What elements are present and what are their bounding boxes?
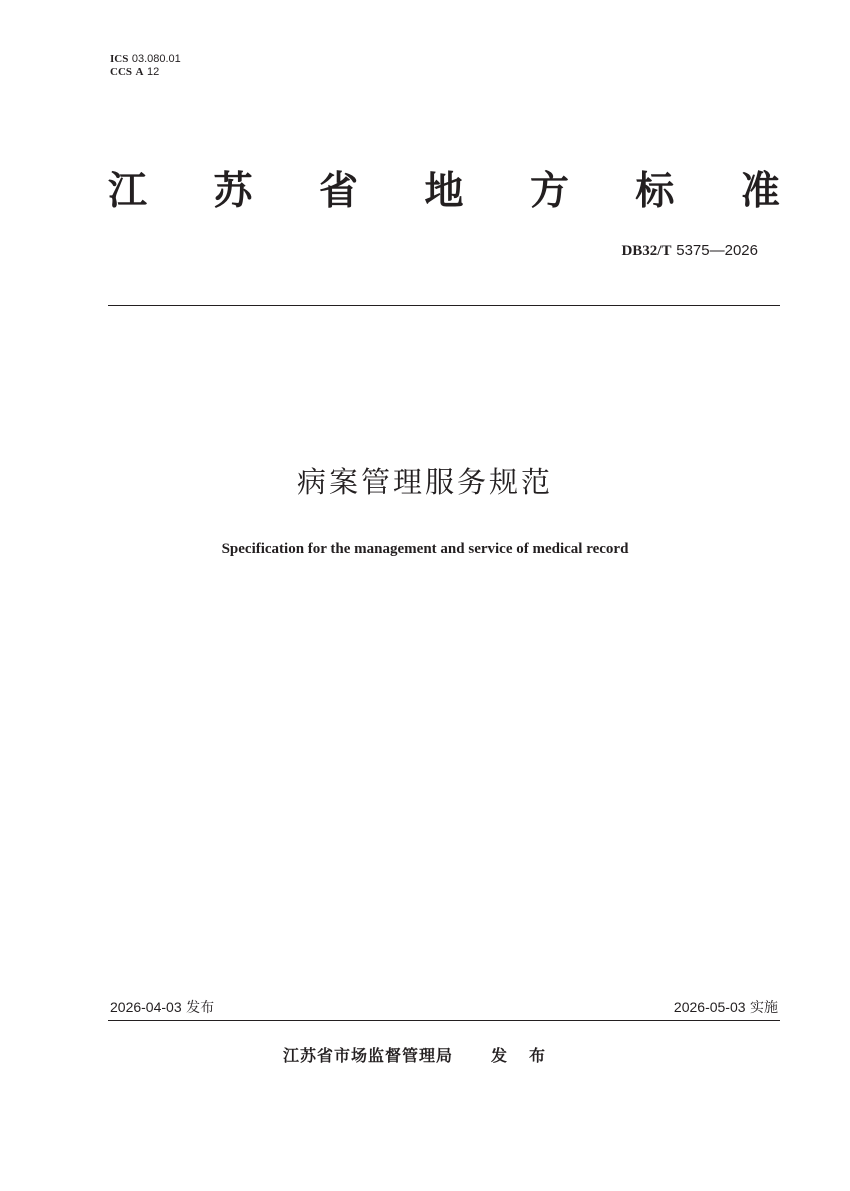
header-divider <box>108 305 780 306</box>
document-title-chinese: 病案管理服务规范 <box>296 465 553 499</box>
standard-type-char: 准 <box>740 169 780 214</box>
ics-code: 03.080.01 <box>131 53 181 65</box>
ics-line <box>110 53 181 65</box>
standard-number <box>621 241 758 260</box>
implementation-label: 实施 <box>750 1000 778 1016</box>
implementation-date-line <box>674 998 778 1017</box>
standard-number-value: 5375—2026 <box>676 242 758 259</box>
standard-number-prefix: DB32/T <box>621 243 672 259</box>
document-title-english: Specification for the management and service of medical record <box>221 541 629 557</box>
ics-label: ICS <box>110 53 129 65</box>
issue-date: 2026-04-03 <box>110 999 182 1015</box>
standard-type-char: 江 <box>108 169 148 214</box>
ccs-code: 12 <box>146 66 160 78</box>
issuer-action: 发布 <box>491 1046 568 1065</box>
standard-type-char: 地 <box>424 169 464 214</box>
standard-type-char: 苏 <box>213 169 253 214</box>
issue-label: 发布 <box>186 1000 215 1016</box>
ccs-label: CCS <box>110 66 133 78</box>
issuer-organization: 江苏省市场监督管理局 <box>282 1046 453 1065</box>
footer-divider <box>108 1020 780 1021</box>
ccs-letter: A <box>135 66 144 78</box>
issue-date-line <box>110 998 214 1017</box>
ccs-line <box>110 66 159 78</box>
standard-type-char: 省 <box>318 169 358 214</box>
standard-type-char: 标 <box>635 169 675 214</box>
implementation-date: 2026-05-03 <box>673 999 746 1015</box>
standard-type-char: 方 <box>529 169 569 214</box>
issuer-line <box>0 1045 850 1067</box>
standard-type-heading <box>108 168 780 216</box>
